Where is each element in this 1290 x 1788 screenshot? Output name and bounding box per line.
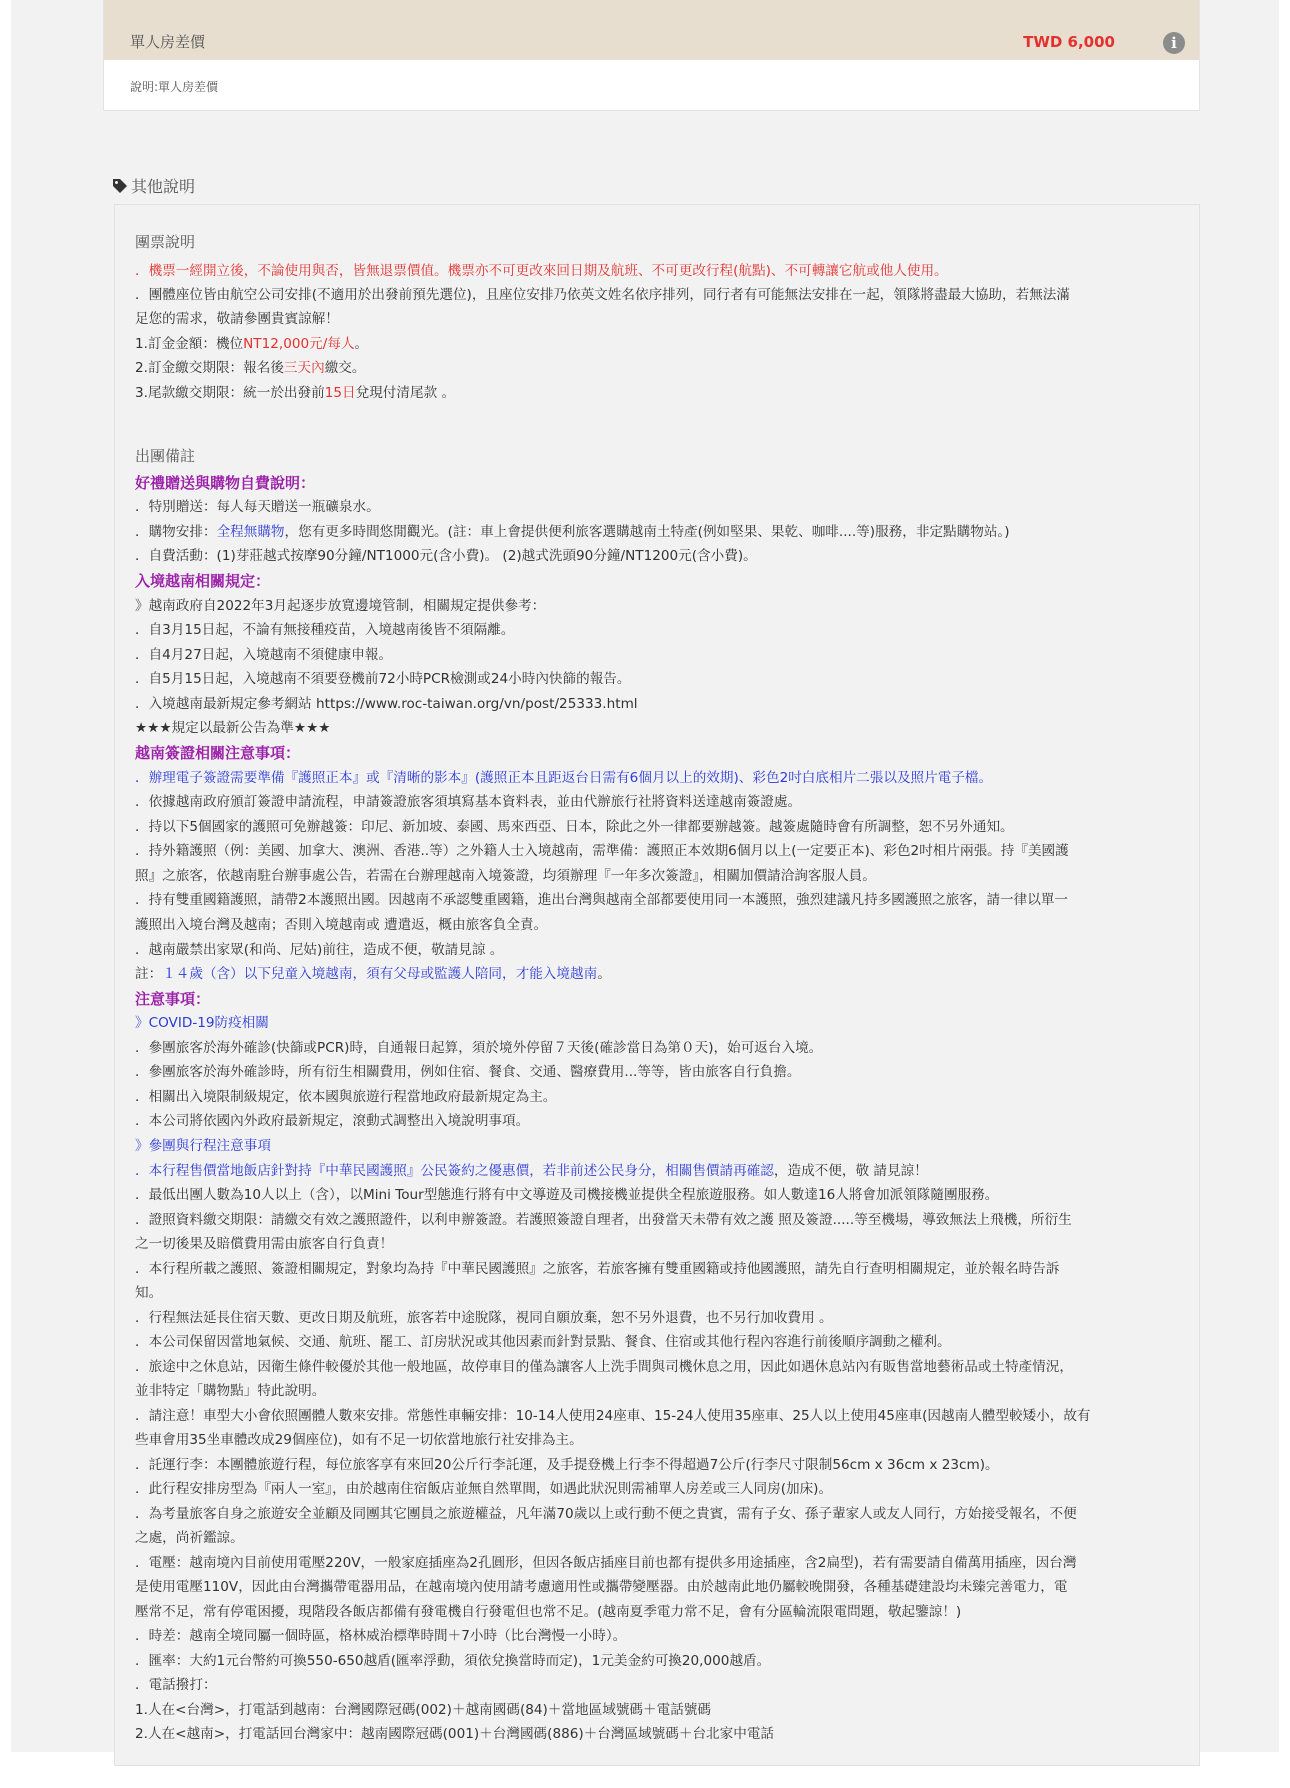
text: 。	[597, 966, 611, 982]
other-info-panel	[114, 204, 1200, 1766]
trip-line-12: 些車會用35坐車體改成29個座位)，如有不足一切依當地旅行社安排為主。	[135, 1432, 583, 1448]
text: ．購物安排：	[135, 524, 217, 540]
covid-line-3: ．相關出入境限制級規定，依本國與旅遊行程當地政府最新規定為主。	[135, 1089, 557, 1105]
child-entry-note: １４歲（含）以下兒童入境越南，須有父母或監護人陪同，才能入境越南	[162, 966, 598, 982]
covid-line-2: ．參團旅客於海外確診時，所有衍生相關費用，例如住宿、餐食、交通、醫療費用...等等，皆由旅客自行負擔。	[135, 1064, 801, 1080]
deposit-amount-value: NT12,000元/每人	[243, 336, 355, 352]
visa-line-1: ．辦理電子簽證需要準備『護照正本』或『清晰的影本』(護照正本且距返台日需有6個月以上的效期)、彩色2吋白底相片二張以及照片電子檔。	[135, 770, 993, 786]
trip-line-6: 知。	[135, 1285, 163, 1301]
covid-subheading: 》COVID-19防疫相關	[135, 1015, 269, 1031]
balance-deadline-value: 15日	[324, 385, 356, 401]
trip-line-3: ．證照資料繳交期限：請繳交有效之護照證件，以利申辦簽證。若護照簽證自理者，出發當天未帶有效之護 照及簽證.....等至機場，導致無法上飛機，所衍生	[135, 1212, 1072, 1228]
text: ，造成不便，敬 請見諒！	[773, 1163, 928, 1179]
trip-line-2: ．最低出團人數為10人以上（含），以Mini Tour型態進行將有中文導遊及司機接機並提供全程旅遊服務。如人數達16人將會加派領隊隨團服務。	[135, 1187, 999, 1203]
trip-line-24: 2.人在<越南>，打電話回台灣家中：越南國際冠碼(001)＋台灣國碼(886)＋台灣區域號碼＋台北家中電話	[135, 1726, 775, 1742]
visa-line-9	[135, 962, 1185, 987]
text: 1.訂金金額：機位	[135, 336, 244, 352]
ticket-line-2: ．團體座位皆由航空公司安排(不適用於出發前預先選位)，且座位安排乃依英文姓名依序排列，同行者有可能無法安排在一起，領隊將盡最大協助，若無法滿	[135, 287, 1070, 303]
text: ，您有更多時間悠閒觀光。(註：車上會提供便利旅客選購越南土特產(例如堅果、果乾、咖啡....等)服務，非定點購物站。)	[284, 524, 1010, 540]
trip-line-4: 之一切後果及賠償費用需由旅客自行負責！	[135, 1236, 394, 1252]
trip-line-20: ．時差：越南全境同屬一個時區，格林威治標準時間＋7小時（比台灣慢一小時）。	[135, 1628, 627, 1644]
text: 繳交。	[324, 360, 366, 376]
tag-icon	[112, 178, 128, 194]
trip-line-19: 壓常不足，常有停電困擾，現階段各飯店都備有發電機自行發電但也常不足。(越南夏季電力常不足，會有分區輪流限電問題，敬起鑒諒！)	[135, 1604, 962, 1620]
entry-line-2: ．自3月15日起，不論有無接種疫苗，入境越南後皆不須隔離。	[135, 622, 515, 638]
entry-line-5: ．入境越南最新規定參考網站 https://www.roc-taiwan.org/vn/post/25333.html	[135, 696, 638, 712]
visa-line-2: ．依據越南政府頒訂簽證申請流程，申請簽證旅客須填寫基本資料表，並由代辦旅行社將資料送達越南簽證處。	[135, 794, 802, 810]
price-amount: TWD 6,000	[1023, 33, 1115, 51]
entry-line-3: ．自4月27日起，入境越南不須健康申報。	[135, 647, 393, 663]
price-item-name: 單人房差價	[130, 33, 206, 51]
ticket-deposit-amount	[135, 332, 1185, 357]
text: 2.訂金繳交期限：報名後	[135, 360, 284, 376]
visa-line-4: ．持外籍護照（例：美國、加拿大、澳洲、香港..等）之外籍人士入境越南，需準備：護照正本效期6個月以上(一定要正本)、彩色2吋相片兩張。持『美國護	[135, 843, 1069, 859]
trip-line-8: ．本公司保留因當地氣候、交通、航班、罷工、訂房狀況或其他因素而針對景點、餐食、住宿或其他行程內容進行前後順序調動之權利。	[135, 1334, 951, 1350]
text: 3.尾款繳交期限：統一於出發前	[135, 385, 325, 401]
ticket-balance-deadline	[135, 381, 1185, 406]
visa-line-8: ．越南嚴禁出家眾(和尚、尼姑)前往，造成不便，敬請見諒 。	[135, 942, 504, 958]
deposit-deadline-value: 三天內	[283, 360, 325, 376]
entry-line-1: 》越南政府自2022年3月起逐步放寬邊境管制，相關規定提供參考：	[135, 598, 546, 614]
trip-line-9: ．旅途中之休息站，因衛生條件較優於其他一般地區，故停車目的僅為讓客人上洗手間與司機休息之用，因此如遇休息站內有販售當地藝術品或土特產情況，	[135, 1359, 1073, 1375]
trip-line-7: ．行程無法延長住宿天數、更改日期及航班，旅客若中途脫隊，視同自願放棄，恕不另外退費，也不另行加收費用 。	[135, 1310, 833, 1326]
gift-line-2	[135, 520, 1185, 545]
entry-heading: 入境越南相關規定：	[135, 572, 271, 590]
gift-line-3: ．自費活動：(1)芽莊越式按摩90分鐘/NT1000元(含小費)。 (2)越式洗頭90分鐘/NT1200元(含小費)。	[135, 548, 757, 564]
text: 。	[354, 336, 369, 352]
price-row	[104, 0, 1199, 60]
text: 兌現付清尾款 。	[355, 385, 456, 401]
no-shopping-text: 全程無購物	[216, 524, 285, 540]
trip-line-15: ．為考量旅客自身之旅遊安全並顧及同團其它團員之旅遊權益，凡年滿70歲以上或行動不便之貴賓，需有子女、孫子輩家人或友人同行，方始接受報名，不便	[135, 1506, 1077, 1522]
other-info-title: 其他說明	[131, 177, 196, 196]
entry-line-6: ★★★規定以最新公告為準★★★	[135, 720, 331, 736]
entry-line-4: ．自5月15日起，入境越南不須要登機前72小時PCR檢測或24小時內快篩的報告。	[135, 671, 631, 687]
trip-line-13: ．託運行李：本團體旅遊行程，每位旅客享有來回20公斤行李託運，及手提登機上行李不得超過7公斤(行李尺寸限制56cm x 36cm x 23cm)。	[135, 1457, 999, 1473]
trip-line-23: 1.人在<台灣>，打電話到越南：台灣國際冠碼(002)＋越南國碼(84)＋當地區域號碼＋電話號碼	[135, 1702, 711, 1718]
passport-price-note: ．本行程售價當地飯店針對持『中華民國護照』公民簽約之優惠價，若非前述公民身分，相關售價請再確認	[135, 1163, 774, 1179]
page-frame	[11, 0, 1279, 1752]
trip-line-18: 是使用電壓110V，因此由台灣攜帶電器用品，在越南境內使用請考慮適用性或攜帶變壓器。由於越南此地仍屬較晚開發，各種基礎建設均未臻完善電力，電	[135, 1579, 1068, 1595]
trip-line-17: ．電壓：越南境內目前使用電壓220V，一般家庭插座為2孔圓形，但因各飯店插座目前也都有提供多用途插座，含2扁型)，若有需要請自備萬用插座，因台灣	[135, 1555, 1077, 1571]
other-info-heading	[112, 174, 195, 197]
ticket-deposit-deadline	[135, 356, 1185, 381]
visa-heading: 越南簽證相關注意事項：	[135, 744, 301, 762]
trip-subheading: 》參團與行程注意事項	[135, 1138, 271, 1154]
ticket-line-1: ．機票一經開立後，不論使用與否，皆無退票價值。機票亦不可更改來回日期及航班、不可更改行程(航點)、不可轉讓它航或他人使用。	[135, 263, 948, 279]
trip-line-22: ．電話撥打：	[135, 1677, 217, 1693]
visa-line-3: ．持以下5個國家的護照可免辦越簽：印尼、新加坡、泰國、馬來西亞、日本，除此之外一律都要辦越簽。越簽處隨時會有所調整，恕不另外通知。	[135, 819, 1014, 835]
text: 註：	[135, 966, 163, 982]
info-icon[interactable]: i	[1163, 32, 1185, 54]
trip-line-10: 並非特定「購物點」特此說明。	[135, 1383, 326, 1399]
attention-heading: 注意事項：	[135, 990, 211, 1008]
trip-line-21: ．匯率：大約1元台幣約可換550-650越盾(匯率浮動，須依兌換當時而定)，1元美金約可換20,000越盾。	[135, 1653, 771, 1669]
visa-line-5: 照』之旅客，依越南駐台辦事處公告，若需在台辦理越南入境簽證，均須辦理『一年多次簽證』，相關加價請洽詢客服人員。	[135, 868, 876, 884]
trip-line-1	[135, 1159, 1185, 1184]
visa-line-7: 護照出入境台灣及越南；否則入境越南或 遭遣返，概由旅客負全責。	[135, 917, 548, 933]
gift-heading: 好禮贈送與購物自費說明：	[135, 474, 316, 492]
covid-line-4: ．本公司將依國內外政府最新規定，滾動式調整出入境說明事項。	[135, 1113, 530, 1129]
gift-line-1: ．特別贈送：每人每天贈送一瓶礦泉水。	[135, 499, 380, 515]
single-room-surcharge-card	[103, 0, 1200, 111]
notes-heading: 出團備註	[135, 447, 196, 465]
ticket-heading: 團票說明	[135, 233, 196, 251]
trip-line-11: ．請注意！車型大小會依照團體人數來安排。常態性車輛安排：10-14人使用24座車、15-24人使用35座車、25人以上使用45座車(因越南人體型較矮小，故有	[135, 1408, 1091, 1424]
covid-line-1: ．參團旅客於海外確診(快篩或PCR)時，自通報日起算，須於境外停留７天後(確診當日為第０天)，始可返台入境。	[135, 1040, 823, 1056]
visa-line-6: ．持有雙重國籍護照，請帶2本護照出國。因越南不承認雙重國籍，進出台灣與越南全部都要使用同一本護照，強烈建議凡持多國護照之旅客，請一律以單一	[135, 892, 1069, 908]
price-description: 說明:單人房差價	[130, 80, 219, 94]
trip-line-5: ．本行程所載之護照、簽證相關規定，對象均為持『中華民國護照』之旅客，若旅客擁有雙重國籍或持他國護照，請先自行查明相關規定，並於報名時告訴	[135, 1261, 1060, 1277]
ticket-line-3: 足您的需求，敬請參團貴賓諒解！	[135, 311, 339, 327]
trip-line-16: 之處，尚祈鑑諒。	[135, 1530, 244, 1546]
trip-line-14: ．此行程安排房型為『兩人一室』，由於越南住宿飯店並無自然單間，如遇此狀況則需補單人房差或三人同房(加床)。	[135, 1481, 833, 1497]
